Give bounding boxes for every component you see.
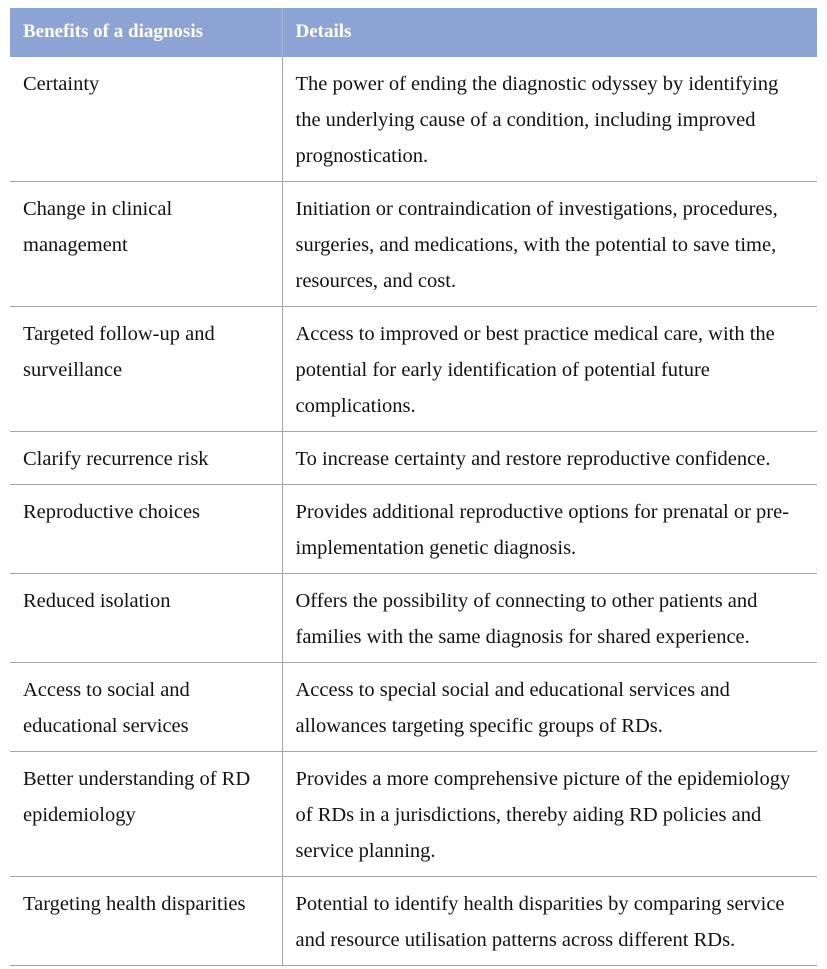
- header-cell-details: Details: [282, 8, 817, 57]
- benefits-table: [10, 8, 817, 966]
- detail-cell: Provides a more comprehensive picture of the epidemiology of RDs in a jurisdictions, thereby aiding RD policies and service planning.: [282, 751, 817, 876]
- benefit-cell: Change in clinical management: [10, 181, 282, 306]
- table-row: [10, 306, 817, 431]
- benefit-cell: Targeted follow-up and surveillance: [10, 306, 282, 431]
- table-row: [10, 876, 817, 965]
- benefit-cell: Certainty: [10, 57, 282, 182]
- detail-cell: Potential to identify health disparities by comparing service and resource utilisation patterns across different RDs.: [282, 876, 817, 965]
- table-row: [10, 751, 817, 876]
- detail-cell: The power of ending the diagnostic odyssey by identifying the underlying cause of a condition, including improved prognostication.: [282, 57, 817, 182]
- detail-cell: To increase certainty and restore reproductive confidence.: [282, 431, 817, 484]
- benefit-cell: Clarify recurrence risk: [10, 431, 282, 484]
- benefit-cell: Targeting health disparities: [10, 876, 282, 965]
- table-row: [10, 484, 817, 573]
- table-row: [10, 431, 817, 484]
- detail-cell: Access to improved or best practice medical care, with the potential for early identification of potential future complications.: [282, 306, 817, 431]
- benefit-cell: Access to social and educational services: [10, 662, 282, 751]
- table-row: [10, 573, 817, 662]
- table-row: [10, 57, 817, 182]
- header-cell-benefits: Benefits of a diagnosis: [10, 8, 282, 57]
- table-header-row: [10, 8, 817, 57]
- detail-cell: Access to special social and educational services and allowances targeting specific groups of RDs.: [282, 662, 817, 751]
- benefit-cell: Reduced isolation: [10, 573, 282, 662]
- detail-cell: Provides additional reproductive options for prenatal or pre-implementation genetic diagnosis.: [282, 484, 817, 573]
- detail-cell: Offers the possibility of connecting to other patients and families with the same diagnosis for shared experience.: [282, 573, 817, 662]
- table-row: [10, 181, 817, 306]
- benefit-cell: Reproductive choices: [10, 484, 282, 573]
- table-row: [10, 662, 817, 751]
- benefit-cell: Better understanding of RD epidemiology: [10, 751, 282, 876]
- detail-cell: Initiation or contraindication of investigations, procedures, surgeries, and medications, with the potential to save time, resources, and cost.: [282, 181, 817, 306]
